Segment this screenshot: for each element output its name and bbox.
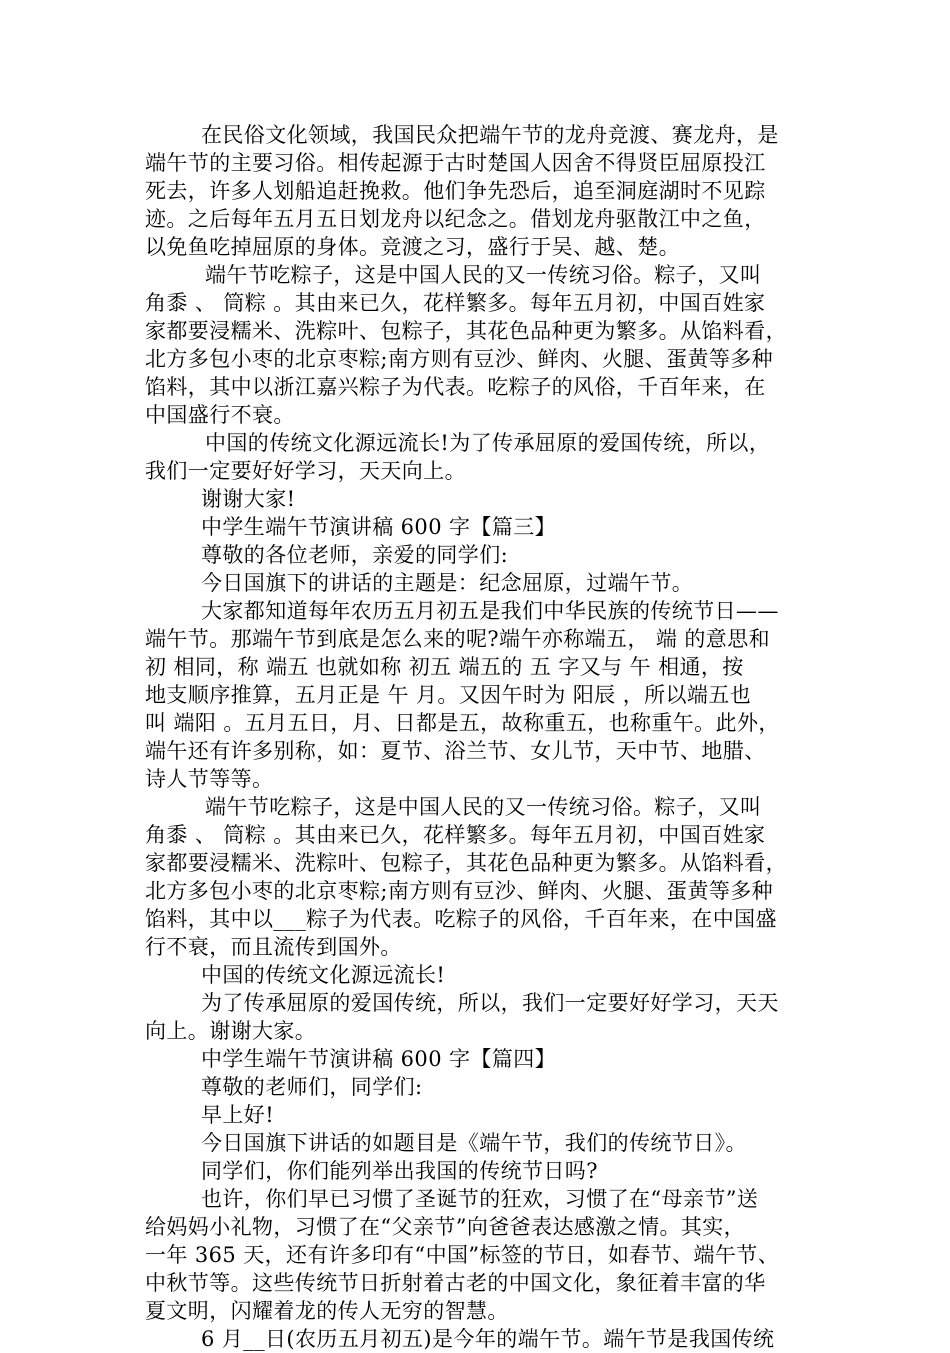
paragraph-line: 夏文明，闪耀着龙的传人无穷的智慧。	[145, 1299, 509, 1323]
document-body	[145, 121, 817, 1353]
paragraph-line: 家都要浸糯米、洗粽叶、包粽子，其花色品种更为繁多。从馅料看，	[145, 319, 787, 343]
paragraph-line: 今日国旗下的讲话的主题是：纪念屈原，过端午节。	[201, 571, 694, 595]
paragraph-line: 角黍 、 筒粽 。其由来已久，花样繁多。每年五月初，中国百姓家	[145, 823, 766, 847]
paragraph-line: 一年 365 天，还有许多印有“中国”标签的节日，如春节、端午节、	[145, 1243, 780, 1267]
section-heading: 中学生端午节演讲稿 600 字【篇三】	[201, 515, 557, 539]
paragraph-line: 死去，许多人划船追赶挽救。他们争先恐后，追至洞庭湖时不见踪	[145, 179, 766, 203]
paragraph-line: 端午节吃粽子，这是中国人民的又一传统习俗。粽子，又叫	[205, 795, 762, 819]
paragraph-line: 初 相同，称 端五 也就如称 初五 端五的 五 字又与 午 相通，按	[145, 655, 744, 679]
paragraph-line: 今日国旗下讲话的如题目是《端午节，我们的传统节日》。	[201, 1131, 747, 1155]
paragraph-line: 6 月__日(农历五月初五)是今年的端午节。端午节是我国传统	[201, 1327, 775, 1351]
paragraph-line: 同学们，你们能列举出我国的传统节日吗?	[201, 1159, 598, 1183]
salutation-line: 尊敬的老师们，同学们:	[201, 1075, 423, 1099]
paragraph-line: 迹。之后每年五月五日划龙舟以纪念之。借划龙舟驱散江中之鱼，	[145, 207, 766, 231]
paragraph-line: 大家都知道每年农历五月初五是我们中华民族的传统节日——	[201, 599, 779, 623]
paragraph-line: 角黍 、 筒粽 。其由来已久，花样繁多。每年五月初，中国百姓家	[145, 291, 766, 315]
paragraph-line: 中国的传统文化源远流长!为了传承屈原的爱国传统，所以，	[205, 431, 771, 455]
paragraph-line: 端午节的主要习俗。相传起源于古时楚国人因舍不得贤臣屈原投江	[145, 151, 766, 175]
paragraph-line: 地支顺序推算，五月正是 午 月。又因午时为 阳辰 ，所以端五也	[145, 683, 752, 707]
paragraph-line: 中秋节等。这些传统节日折射着古老的中国文化，象征着丰富的华	[145, 1271, 766, 1295]
paragraph-line: 北方多包小枣的北京枣粽;南方则有豆沙、鲜肉、火腿、蛋黄等多种	[145, 347, 774, 371]
paragraph-line: 我们一定要好好学习，天天向上。	[145, 459, 466, 483]
paragraph-line: 馅料，其中以浙江嘉兴粽子为代表。吃粽子的风俗，千百年来，在	[145, 375, 766, 399]
greeting-line: 早上好!	[201, 1103, 275, 1127]
paragraph-line: 中国的传统文化源远流长!	[201, 963, 446, 987]
paragraph-line: 向上。谢谢大家。	[145, 1019, 317, 1043]
paragraph-line: 在民俗文化领域，我国民众把端午节的龙舟竞渡、赛龙舟，是	[201, 123, 779, 147]
paragraph-line: 端午节。那端午节到底是怎么来的呢?端午亦称端五， 端 的意思和	[145, 627, 771, 651]
paragraph-line: 行不衰，而且流传到国外。	[145, 935, 402, 959]
paragraph-line: 也许，你们早已习惯了圣诞节的狂欢，习惯了在“母亲节”送	[201, 1187, 759, 1211]
paragraph-line: 北方多包小枣的北京枣粽;南方则有豆沙、鲜肉、火腿、蛋黄等多种	[145, 879, 774, 903]
paragraph-line: 谢谢大家!	[201, 487, 296, 511]
paragraph-line: 为了传承屈原的爱国传统，所以，我们一定要好好学习，天天	[201, 991, 779, 1015]
paragraph-line: 端午节吃粽子，这是中国人民的又一传统习俗。粽子，又叫	[205, 263, 762, 287]
paragraph-line: 以免鱼吃掉屈原的身体。竞渡之习，盛行于吴、越、楚。	[145, 235, 680, 259]
paragraph-line: 端午还有许多别称，如：夏节、浴兰节、女儿节，天中节、地腊、	[145, 739, 766, 763]
paragraph-line: 诗人节等等。	[145, 767, 274, 791]
paragraph-line: 叫 端阳 。五月五日，月、日都是五，故称重五，也称重午。此外，	[145, 711, 780, 735]
paragraph-line: 给妈妈小礼物，习惯了在“父亲节”向爸爸表达感激之情。其实，	[145, 1215, 746, 1239]
paragraph-line: 中国盛行不衰。	[145, 403, 295, 427]
paragraph-line: 馅料，其中以___粽子为代表。吃粽子的风俗，千百年来，在中国盛	[145, 907, 777, 931]
salutation-line: 尊敬的各位老师，亲爱的同学们:	[201, 543, 509, 567]
section-heading: 中学生端午节演讲稿 600 字【篇四】	[201, 1047, 557, 1071]
paragraph-line: 家都要浸糯米、洗粽叶、包粽子，其花色品种更为繁多。从馅料看，	[145, 851, 787, 875]
